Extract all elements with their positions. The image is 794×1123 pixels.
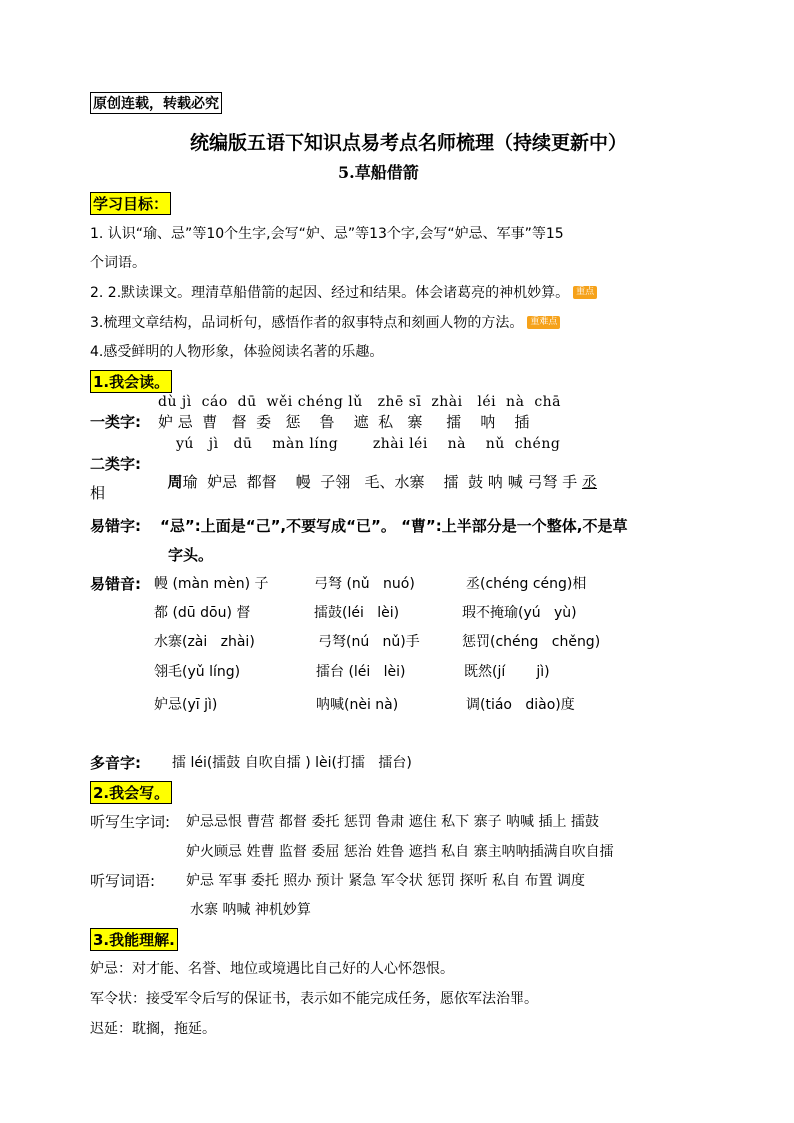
wrong-sound-r4c3: 既然(jí jì) bbox=[464, 664, 550, 680]
wrong-sound-r3c2: 弓弩(nú nǔ)手 bbox=[318, 634, 420, 650]
class1-chars: 妒 忌 曹 督 委 惩 鲁 遮 私 寨 擂 呐 插 bbox=[158, 413, 530, 431]
goal-item-2-text: 2. 2.默读课文。理清草船借箭的起因、经过和结果。体会诸葛亮的神机妙算。 bbox=[90, 285, 570, 301]
wrong-sound-r5c1: 妒忌(yī jì) bbox=[154, 697, 218, 713]
wrong-char-text: “忌”:上面是“己”,不要写成“已”。 “曹”:上半部分是一个整体,不是草 bbox=[160, 517, 628, 535]
pinyin-row-1: dù jì cáo dū wěi chéng lǔ zhē sī zhài léi nà chā bbox=[158, 394, 562, 410]
wrong-sound-r2c1: 都 (dū dōu) 督 bbox=[154, 605, 251, 621]
polyphone-label: 多音字: bbox=[90, 754, 141, 772]
class2-lead-char: 周 bbox=[167, 473, 183, 491]
goal-item-4: 4.感受鲜明的人物形象，体验阅读名著的乐趣。 bbox=[90, 344, 384, 360]
pinyin-row-2: yú jì dū màn líng zhài léi nà nǔ chéng bbox=[176, 436, 561, 452]
class2-chars bbox=[158, 453, 597, 492]
class2-label: 二类字: bbox=[90, 455, 141, 473]
copyright-stamp: 原创连载，转载必究 bbox=[90, 92, 222, 114]
dictation-words-label: 听写词语: bbox=[90, 872, 156, 890]
wrong-sound-label: 易错音: bbox=[90, 575, 141, 593]
wrong-sound-r5c2: 呐喊(nèi nà) bbox=[316, 697, 399, 713]
key-point-tag: 重点 bbox=[573, 286, 597, 299]
read-heading: 1.我会读。 bbox=[90, 370, 172, 393]
write-heading: 2.我会写。 bbox=[90, 781, 172, 804]
goals-heading: 学习目标： bbox=[90, 192, 171, 215]
wrong-char-label: 易错字: bbox=[90, 517, 141, 535]
dictation-words-line-2: 水寨 呐喊 神机妙算 bbox=[190, 902, 311, 918]
goal-item-1-wrap: 个词语。 bbox=[90, 255, 146, 271]
wrong-sound-r2c3: 瑕不掩瑜(yú yù) bbox=[462, 605, 577, 621]
class2-last-char: 丞 bbox=[582, 473, 598, 491]
wrong-sound-r3c3: 惩罚(chéng chěng) bbox=[462, 634, 601, 650]
definition-1: 妒忌：对才能、名誉、地位或境遇比自己好的人心怀怨恨。 bbox=[90, 961, 454, 977]
dictation-chars-label: 听写生字词: bbox=[90, 813, 171, 831]
polyphone-text: 擂 léi(擂鼓 自吹自擂 ) lèi(打擂 擂台) bbox=[172, 755, 412, 771]
class2-wrap: 相 bbox=[90, 484, 106, 502]
wrong-sound-r4c1: 翎毛(yǔ líng) bbox=[154, 664, 241, 680]
goal-item-2 bbox=[90, 282, 597, 302]
dictation-words-line-1: 妒忌 军事 委托 照办 预计 紧急 军令状 惩罚 探听 私自 布置 调度 bbox=[186, 873, 585, 889]
difficult-point-tag: 重难点 bbox=[527, 316, 560, 329]
wrong-sound-r1c3: 丞(chéng céng)相 bbox=[466, 576, 587, 592]
goal-item-3-text: 3.梳理文章结构，品词析句，感悟作者的叙事特点和刻画人物的方法。 bbox=[90, 315, 524, 331]
lesson-title: 5.草船借箭 bbox=[338, 163, 419, 182]
wrong-sound-r4c2: 擂台 (léi lèi) bbox=[316, 664, 406, 680]
class1-label: 一类字: bbox=[90, 413, 141, 431]
wrong-sound-r1c2: 弓弩 (nǔ nuó) bbox=[314, 576, 415, 592]
wrong-sound-r3c1: 水寨(zài zhài) bbox=[154, 634, 255, 650]
goal-item-3 bbox=[90, 312, 560, 332]
definition-2: 军令状：接受军令后写的保证书，表示如不能完成任务，愿依军法治罪。 bbox=[90, 991, 538, 1007]
wrong-char-text-wrap: 字头。 bbox=[168, 546, 214, 564]
wrong-sound-r1c1: 幔 (màn mèn) 子 bbox=[154, 576, 269, 592]
wrong-sound-r2c2: 擂鼓(léi lèi) bbox=[314, 605, 400, 621]
understand-heading: 3.我能理解. bbox=[90, 928, 178, 951]
wrong-sound-r5c3: 调(tiáo diào)度 bbox=[466, 697, 575, 713]
class2-char-list: 瑜 妒忌 都督 幔 子翎 毛、水寨 擂 鼓 呐 喊 弓弩 手 bbox=[182, 473, 582, 491]
dictation-chars-line-1: 妒忌忌恨 曹营 都督 委托 惩罚 鲁肃 遮住 私下 寨子 呐喊 插上 擂鼓 bbox=[186, 814, 599, 830]
definition-3: 迟延：耽搁，拖延。 bbox=[90, 1021, 216, 1037]
dictation-chars-line-2: 妒火顾忌 姓曹 监督 委屈 惩治 姓鲁 遮挡 私自 寨主呐呐插满自吹自擂 bbox=[186, 844, 614, 860]
document-title: 统编版五语下知识点易考点名师梳理（持续更新中） bbox=[190, 132, 628, 154]
goal-item-1: 1. 认识“瑜、忌”等10个生字,会写“妒、忌”等13个字,会写“妒忌、军事”等15 bbox=[90, 226, 564, 242]
